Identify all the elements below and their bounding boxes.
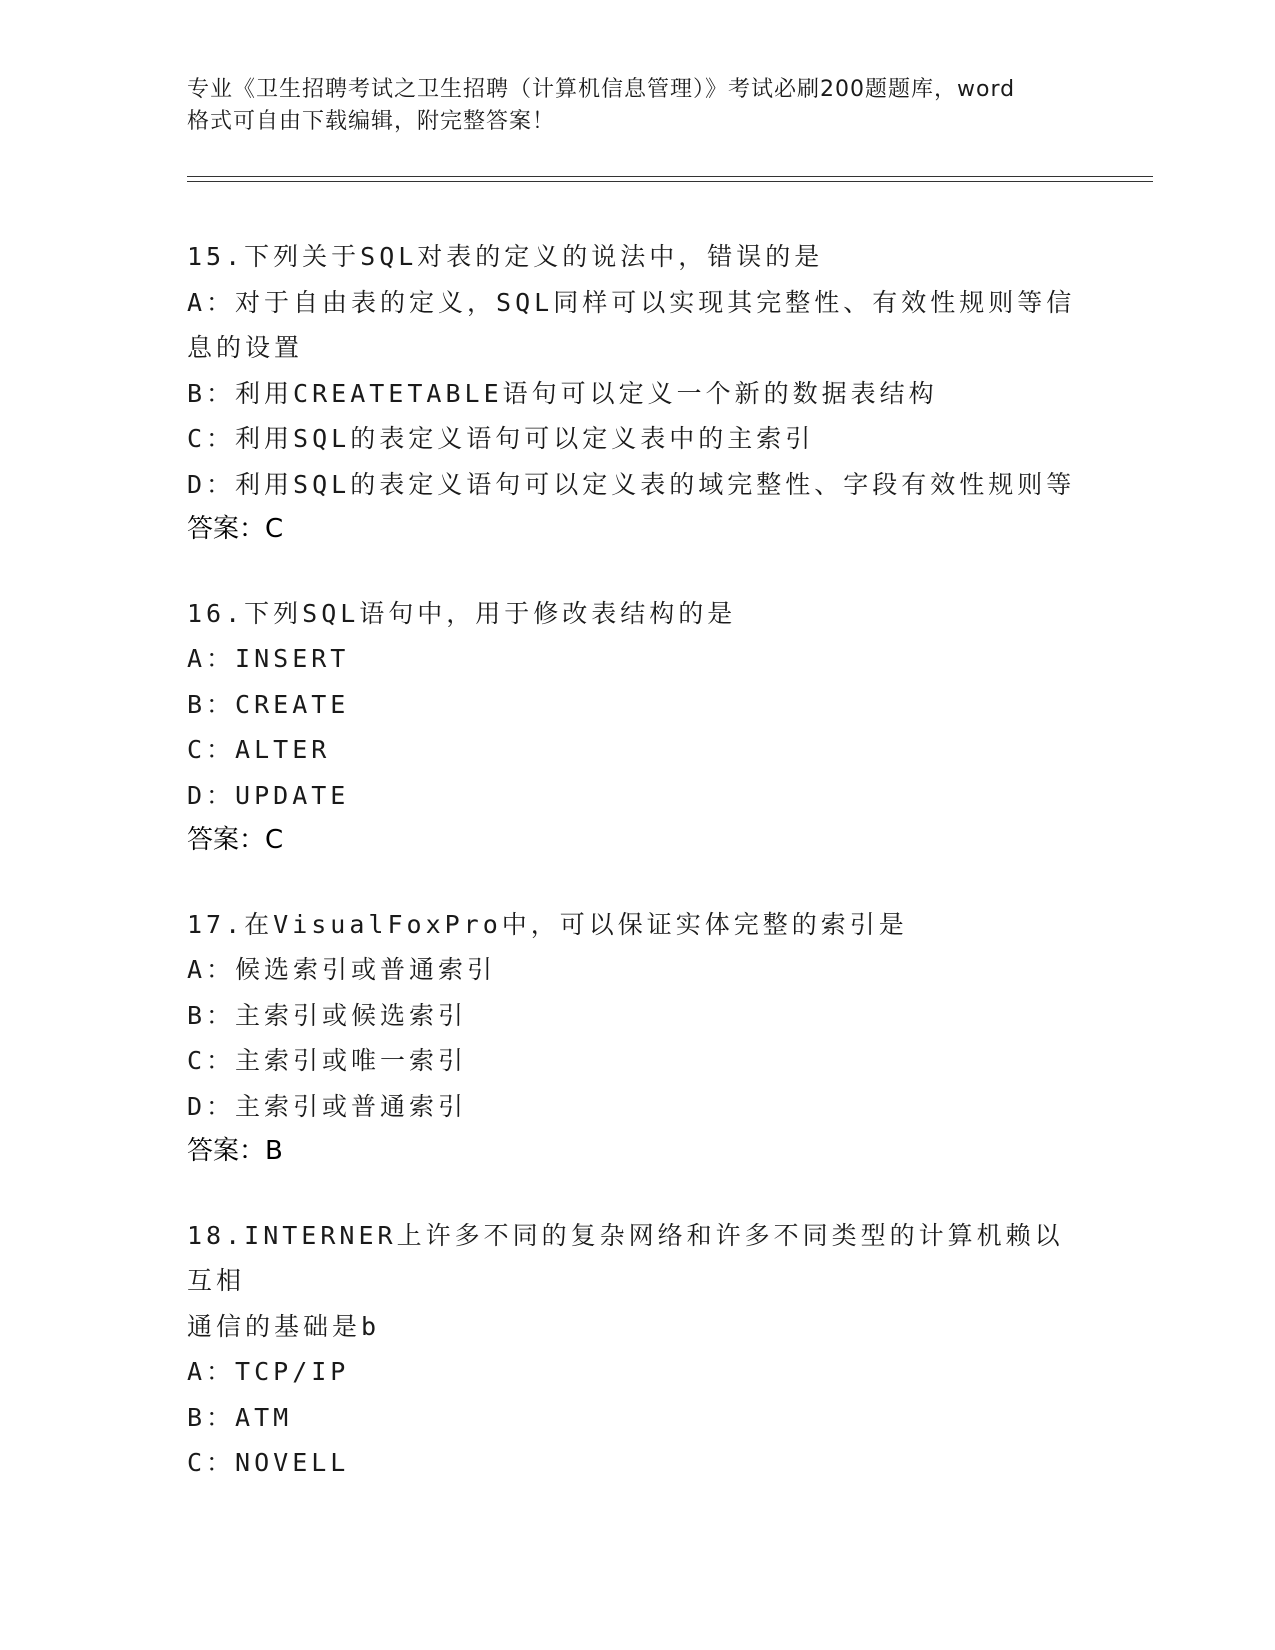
option-a	[187, 280, 1087, 371]
option-d: D：主索引或普通索引	[187, 1091, 468, 1121]
question-stem	[187, 1213, 1087, 1350]
option-c: C：ALTER	[187, 735, 331, 764]
question-stem: 16.下列SQL语句中，用于修改表结构的是	[187, 598, 737, 628]
question-18	[187, 1213, 1087, 1486]
question-16	[187, 591, 1087, 864]
option-a-line-1: A：对于自由表的定义，SQL同样可以实现其完整性、有效性规则等信	[187, 287, 1076, 317]
document-header	[187, 74, 1087, 138]
question-stem: 15.下列关于SQL对表的定义的说法中，错误的是	[187, 242, 824, 271]
option-c: C：利用SQL的表定义语句可以定义表中的主索引	[187, 424, 815, 453]
question-17	[187, 902, 1087, 1175]
option-b: B：利用CREATETABLE语句可以定义一个新的数据表结构	[187, 378, 938, 408]
option-a: A：TCP/IP	[187, 1357, 350, 1386]
answer: 答案：B	[187, 1136, 283, 1166]
option-a: A：候选索引或普通索引	[187, 955, 497, 984]
option-b: B：主索引或候选索引	[187, 1000, 468, 1030]
option-c: C：主索引或唯一索引	[187, 1046, 468, 1075]
question-stem: 17.在VisualFoxPro中，可以保证实体完整的索引是	[187, 909, 908, 939]
answer: 答案：C	[187, 514, 284, 544]
option-a-line-2: 息的设置	[187, 333, 304, 362]
option-d: D：利用SQL的表定义语句可以定义表的域完整性、字段有效性规则等	[187, 469, 1076, 499]
header-line-1: 专业《卫生招聘考试之卫生招聘（计算机信息管理）》考试必刷200题题库，word	[187, 77, 1016, 102]
question-list	[187, 234, 1087, 1524]
question-stem-line-2: 通信的基础是b	[187, 1311, 381, 1341]
question-stem-line-1: 18.INTERNER上许多不同的复杂网络和许多不同类型的计算机赖以互相	[187, 1220, 1064, 1295]
header-line-2: 格式可自由下载编辑，附完整答案！	[187, 109, 556, 134]
option-d: D：UPDATE	[187, 780, 350, 810]
header-divider	[187, 176, 1153, 182]
option-b: B：ATM	[187, 1402, 293, 1432]
option-c: C：NOVELL	[187, 1448, 350, 1477]
option-b: B：CREATE	[187, 689, 350, 719]
answer: 答案：C	[187, 825, 284, 855]
question-15	[187, 234, 1087, 553]
option-a: A：INSERT	[187, 644, 350, 673]
